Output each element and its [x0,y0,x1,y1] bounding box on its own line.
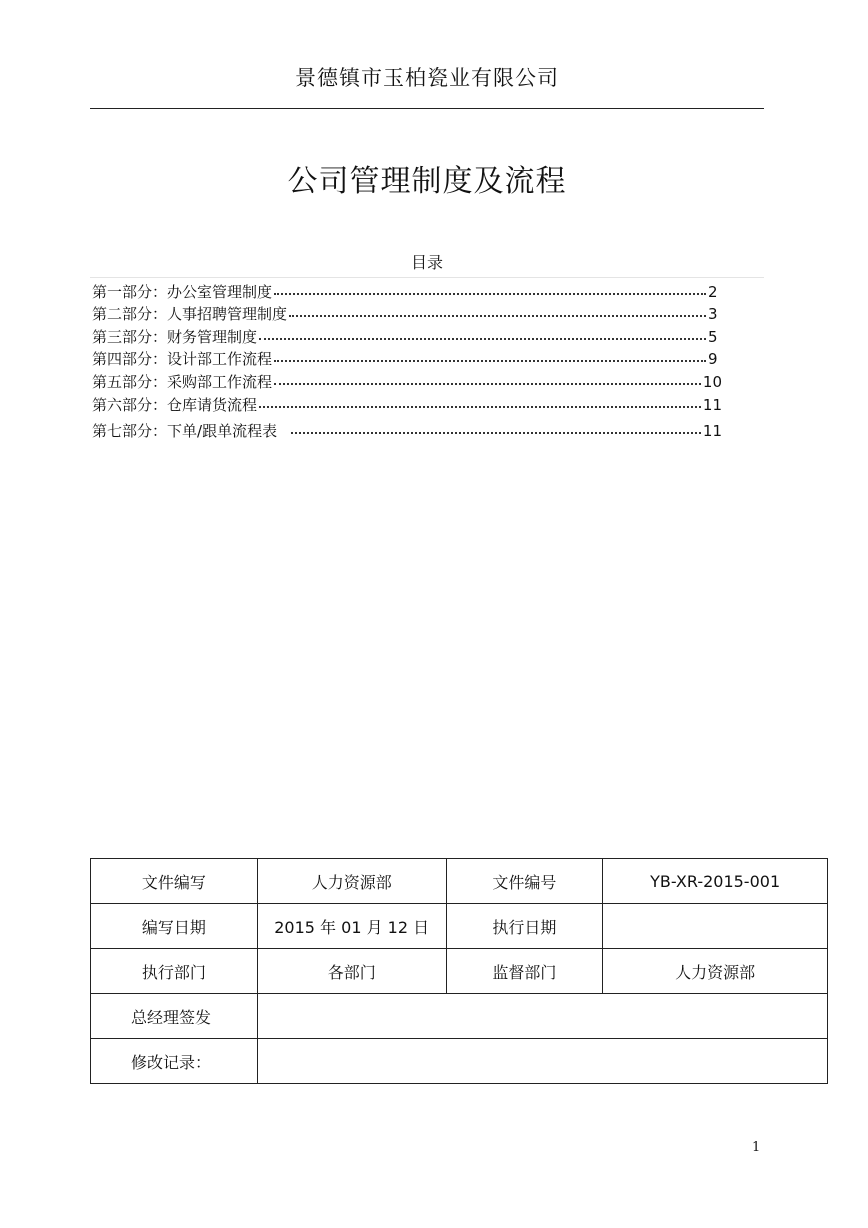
toc-label: 仓库请货流程 [167,396,258,414]
toc-part: 第三部分： [92,328,168,346]
page-number: 1 [752,1140,761,1155]
toc-label: 财务管理制度 [167,328,258,346]
table-row [91,949,828,994]
toc-part: 第六部分： [92,396,168,414]
doc-number-label: 文件编号 [446,859,603,904]
exec-dept-label: 执行部门 [91,949,258,994]
toc-page: 2 [708,283,718,301]
toc-page: 10 [702,373,722,391]
toc-entry[interactable] [92,303,722,325]
revision-value [257,1039,827,1084]
supervise-dept-value: 人力资源部 [603,949,828,994]
toc-page: 11 [702,422,722,440]
toc-part: 第七部分： [92,422,168,440]
document-info-table [90,858,828,1084]
toc-leader [274,360,706,362]
toc-page: 9 [708,350,718,368]
document-title: 公司管理制度及流程 [287,164,567,199]
toc-divider [90,277,764,278]
toc-part: 第四部分： [92,350,168,368]
write-date-label: 编写日期 [91,904,258,949]
supervise-dept-label: 监督部门 [446,949,603,994]
toc-entry[interactable] [92,281,722,303]
header-divider [90,108,764,109]
table-row [91,904,828,949]
write-date-value: 2015 年 01 月 12 日 [257,904,446,949]
revision-label: 修改记录： [91,1039,258,1084]
gm-sign-label: 总经理签发 [91,994,258,1039]
toc-part: 第一部分： [92,283,168,301]
gm-sign-value [257,994,827,1039]
company-header: 景德镇市玉柏瓷业有限公司 [295,66,559,90]
exec-date-value [603,904,828,949]
table-row [91,994,828,1039]
table-row [91,1039,828,1084]
toc-part: 第二部分： [92,305,168,323]
toc-label: 人事招聘管理制度 [167,305,288,323]
toc-label: 采购部工作流程 [167,373,273,391]
toc-leader [259,406,701,408]
toc-heading: 目录 [410,253,443,272]
toc-page: 11 [702,396,722,414]
toc-page: 5 [708,328,718,346]
toc-leader [274,293,706,295]
toc-label: 办公室管理制度 [167,283,273,301]
toc-leader [289,315,706,317]
toc-part: 第五部分： [92,373,168,391]
toc-page: 3 [708,305,718,323]
toc-leader [274,383,701,385]
toc-leader [291,432,701,434]
doc-writer-label: 文件编写 [91,859,258,904]
toc-entry[interactable] [92,420,722,442]
table-row [91,859,828,904]
toc-entry[interactable] [92,371,722,393]
exec-dept-value: 各部门 [257,949,446,994]
exec-date-label: 执行日期 [446,904,603,949]
toc-label: 设计部工作流程 [167,350,273,368]
toc-entry[interactable] [92,326,722,348]
toc-label: 下单/跟单流程表 [167,422,278,440]
toc-entry[interactable] [92,348,722,370]
toc-leader [259,338,706,340]
doc-number-value: YB-XR-2015-001 [603,859,828,904]
doc-writer-value: 人力资源部 [257,859,446,904]
toc-entry[interactable] [92,394,722,416]
